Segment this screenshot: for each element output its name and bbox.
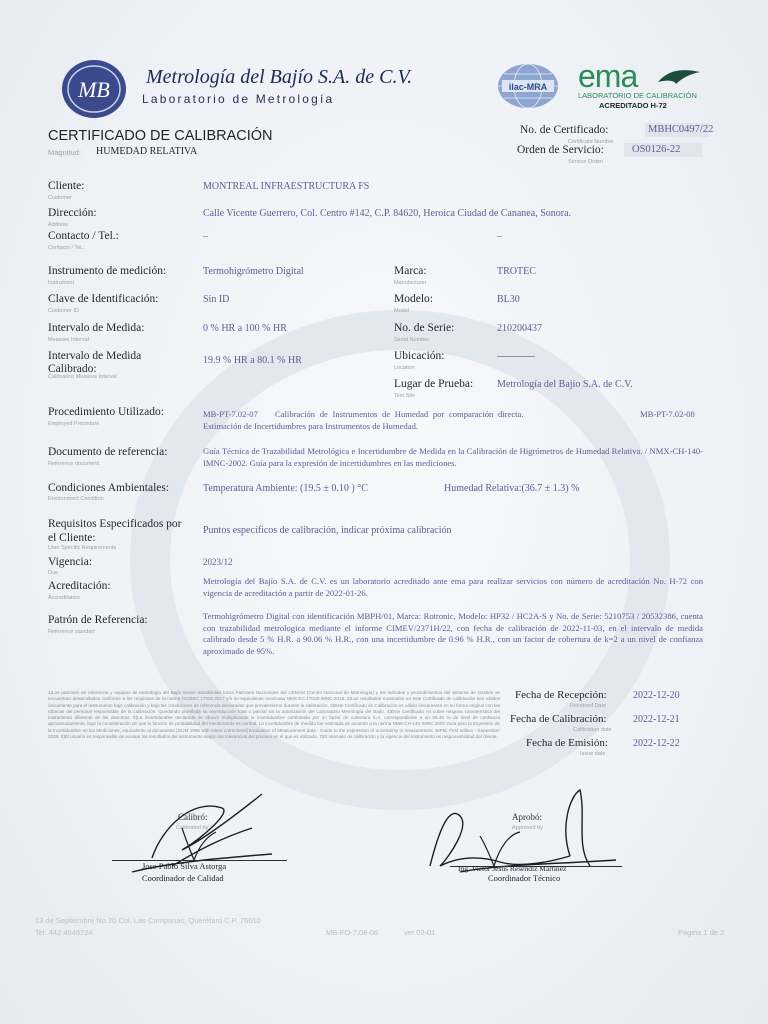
- condiciones-sub: Environment Condition: [48, 496, 104, 502]
- footer-form-code: MB-FO-7.08-06: [326, 928, 379, 937]
- service-order-label: Orden de Servicio:: [517, 144, 604, 156]
- logo-monogram: MB: [78, 77, 110, 102]
- fecha-emision-label: Fecha de Emisión:: [526, 737, 608, 749]
- service-order-sub: Service Orden: [568, 159, 604, 165]
- acreditacion-value: Metrología del Bajío S.A. de C.V. es un laboratorio acreditado ante ema para realizar servicios con número de acreditación No. H-72 con vigencia de acreditación a partir de 2022-01-26.: [203, 576, 703, 598]
- serie-label: No. de Serie:: [394, 322, 455, 334]
- footer-version: ver.02-01: [404, 928, 436, 937]
- ilac-mra-logo-icon: [496, 62, 560, 110]
- requisitos-value: Puntos específicos de calibración, indicar próxima calibración: [203, 525, 452, 536]
- lugar-sub: Test Site: [394, 393, 416, 399]
- modelo-sub: Model: [394, 308, 409, 314]
- instrumento-value: Termohigrómetro Digital: [203, 266, 304, 277]
- magnitud-value: HUMEDAD RELATIVA: [96, 146, 198, 157]
- legal-notes: 1)Los patrones de referencia y equipos de Metrología del Bajío tienen trazabilidad hacia Patrones Nacionales del CENAM (Centro Nacional de Metrología) y los métodos y procedimientos del Sistema de Gestión se encuentran desarrollados conforme a los requisitos de la norma ISO/IEC 17025:2017 y/o su equivalente mexicana NMX-EC-17025-IMNC-2018. 2)Los resultados mostrados en este Certificado de calibración son válidos únicamente para el instrumento bajo calibración y bajo las condiciones de referencia declaradas que prevalecieron durante la calibración. 3)Este Certificado de Calibración es válido únicamente en su forma original con las rúbricas del personal responsable de la calibración. Quedando prohibida su reproducción total o parcial sin la autorización del Laboratorio Metrología del Bajío. 4)Este Certificado no cubre ninguna característica del instrumento diferente de las descritas. 5)La incertidumbre declarada se obtuvo multiplicando la incertidumbre combinada por un factor de cobertura k=2, correspondiente a un 95.45 % de nivel de confianza aproximadamente, bajo la consideración de que la función de probabilidad del mensurando es normal. La incertidumbre de medida fue estimada de acuerdo a la norma NMX-CH-140-IMNC 2002 Guía para la Expresión de la Incertidumbre en las Mediciones, equivalente al documento [GUM 1995 with minor corrections] Evaluation of Measurement data - Guide to the expression of uncertainty in measurement. BIPM. First edition - September 2008. 6)El usuario es responsable de evaluar los resultados del instrumento según las tolerancias del proceso en el que es utilizado. 7)El intervalo de calibración y la vigencia del instrumento es responsabilidad del cliente.: [48, 690, 500, 740]
- telefono-value: –: [497, 231, 502, 242]
- ubicacion-sub: Location: [394, 365, 415, 371]
- company-logo-icon: [60, 58, 128, 120]
- serie-sub: Serial Number: [394, 337, 430, 343]
- patron-sub: Reference standart: [48, 629, 95, 635]
- contacto-value: –: [203, 231, 208, 242]
- fecha-recepcion-sub: Received Date: [570, 703, 607, 709]
- clave-sub: Customer ID: [48, 308, 79, 314]
- ema-accreditation: ACREDITADO H-72: [599, 101, 667, 110]
- aprobo-sub: Approved by: [512, 825, 543, 831]
- acreditacion-label: Acreditación:: [48, 580, 111, 592]
- company-name: Metrología del Bajío S.A. de C.V.: [146, 66, 413, 88]
- calibro-name: Jose Pablo Silva Astorga: [142, 861, 227, 871]
- intervalo-label: Intervalo de Medida:: [48, 322, 145, 334]
- procedimiento-code-2: MB-PT-7.02-08: [640, 409, 695, 419]
- direccion-sub: Address: [48, 222, 69, 228]
- patron-value: Termohigrómetro Digital con identificación MBPH/01, Marca: Rotronic, Modelo: HP32 / HC2A-S y No. de Serie: 5210753 / 20532386, cuenta con trazabilidad metrologica mediante el informe CIMEV/2371H/22, con fecha de calibración de 2022-11-03, en el intervalo de medida calibrado desde 5 % H.R. a 90.06 % H.R., con una incertidumbre de 0.96 % H.R., con un factor de cobertura de k=2 a un nivel de confianza aproximado de 95%.: [203, 611, 703, 656]
- aprobo-title: Coordinador Técnico: [488, 873, 561, 883]
- calibro-title: Coordinador de Calidad: [142, 873, 224, 883]
- intervalo-value: 0 % HR a 100 % HR: [203, 323, 287, 334]
- procedimiento-code-1: MB-PT-7.02-07: [203, 409, 258, 419]
- footer-page: Página 1 de 2: [678, 928, 725, 937]
- company-subtitle: Laboratorio de Metrología: [142, 92, 335, 106]
- clave-value: Sin ID: [203, 294, 230, 305]
- vigencia-label: Vigencia:: [48, 556, 93, 568]
- service-order-value: OS0126-22: [632, 144, 681, 155]
- documento-value: Guía Técnica de Trazabilidad Metrológica e Incertidumbre de Medida en la Calibración de Higrómetros de Humedad Relativa. / NMX-CH-140-IMNC-2002. Guía para la expresión de incertidumbres en las mediciones.: [203, 446, 703, 468]
- cliente-label: Cliente:: [48, 180, 85, 192]
- ema-subtitle: LABORATORIO DE CALIBRACIÓN: [578, 91, 697, 100]
- certificate-title: CERTIFICADO DE CALIBRACIÓN: [48, 128, 273, 144]
- contacto-label: Contacto / Tel.:: [48, 230, 119, 242]
- requisitos-sub: User Specific Requirements: [48, 545, 117, 551]
- lugar-value: Metrología del Bajío S.A. de C.V.: [497, 379, 633, 390]
- contacto-sub: Contacto / Tel.:: [48, 245, 85, 251]
- humedad-value: Humedad Relativa:(36.7 ± 1.3) %: [444, 483, 580, 494]
- instrumento-label: Instrumento de medición:: [48, 265, 167, 277]
- fecha-recepcion-label: Fecha de Recepción:: [515, 689, 607, 701]
- procedimiento-label: Procedimiento Utilizado:: [48, 406, 164, 418]
- procedimiento-text-2: Estimación de Incertidumbres para Instrumentos de Humedad.: [203, 421, 419, 431]
- documento-label: Documento de referencia:: [48, 446, 168, 458]
- intervalo-cal-sub: Calibration Measure Interval: [48, 374, 117, 380]
- intervalo-cal-value: 19.9 % HR a 80.1 % HR: [203, 355, 302, 366]
- ema-logo-text: ema: [578, 58, 638, 94]
- condiciones-label: Condiciones Ambientales:: [48, 482, 170, 494]
- lugar-label: Lugar de Prueba:: [394, 378, 474, 390]
- instrumento-sub: Instrument: [48, 280, 74, 286]
- requisitos-label-2: el Cliente:: [48, 532, 96, 544]
- fecha-calibracion-sub: Calibration date: [573, 727, 612, 733]
- fecha-calibracion-value: 2022-12-21: [633, 714, 680, 725]
- procedimiento-text-1: Calibración de Instrumentos de Humedad por comparación directa.: [275, 409, 524, 419]
- requisitos-label-1: Requisitos Especificados por: [48, 518, 182, 530]
- calibro-label: Calibró:: [178, 812, 208, 822]
- calibro-sub: Calibrated by: [176, 825, 209, 831]
- intervalo-cal-label-2: Calibrado:: [48, 363, 97, 375]
- direccion-label: Dirección:: [48, 207, 97, 219]
- cert-number-sub: Certificate Number: [568, 139, 614, 145]
- fecha-recepcion-value: 2022-12-20: [633, 690, 680, 701]
- aprobo-name: Ing. Victor Jesus Reséndiz Martínez: [458, 864, 567, 873]
- direccion-value: Calle Vicente Guerrero, Col. Centro #142, C.P. 84620, Heroica Ciudad de Cananea, Sonora.: [203, 208, 572, 219]
- modelo-value: BL30: [497, 294, 520, 305]
- procedimiento-sub: Employed Procedure: [48, 421, 100, 427]
- marca-sub: Manufacturer: [394, 280, 427, 286]
- ilac-text: ilac-MRA: [508, 82, 548, 92]
- documento-sub: Reference document: [48, 461, 100, 467]
- aprobo-label: Aprobó:: [512, 812, 542, 822]
- ubicacion-blank-line: [497, 356, 535, 357]
- cliente-sub: Customer: [48, 195, 72, 201]
- fecha-emision-value: 2022-12-22: [633, 738, 680, 749]
- magnitud-label: Magnitud:: [48, 148, 81, 157]
- intervalo-sub: Measure Interval: [48, 337, 89, 343]
- temperatura-value: Temperatura Ambiente: (19.5 ± 0.10 ) °C: [203, 483, 368, 494]
- intervalo-cal-label-1: Intervalo de Medida: [48, 350, 142, 362]
- cliente-value: MONTREAL INFRAESTRUCTURA FS: [203, 181, 370, 192]
- cert-number-label: No. de Certificado:: [520, 124, 609, 136]
- clave-label: Clave de Identificación:: [48, 293, 159, 305]
- marca-label: Marca:: [394, 265, 427, 277]
- fecha-calibracion-label: Fecha de Calibración:: [510, 713, 607, 725]
- ema-bird-icon: [656, 68, 702, 86]
- marca-value: TROTEC: [497, 266, 536, 277]
- footer-address: 13 de Septiembre No.20 Col. Las Campanas, Querétaro C.P. 76010: [35, 916, 261, 925]
- patron-label: Patrón de Referencia:: [48, 614, 148, 626]
- vigencia-value: 2023/12: [203, 557, 233, 567]
- cert-number-value: MBHC0497/22: [648, 124, 714, 135]
- vigencia-sub: Due: [48, 570, 59, 576]
- modelo-label: Modelo:: [394, 293, 433, 305]
- fecha-emision-sub: Issue date: [580, 751, 606, 757]
- footer-tel: Tel: 442 4048724: [35, 928, 93, 937]
- ubicacion-label: Ubicación:: [394, 350, 445, 362]
- serie-value: 210200437: [497, 323, 542, 334]
- acreditacion-sub: Accreditation: [48, 595, 80, 601]
